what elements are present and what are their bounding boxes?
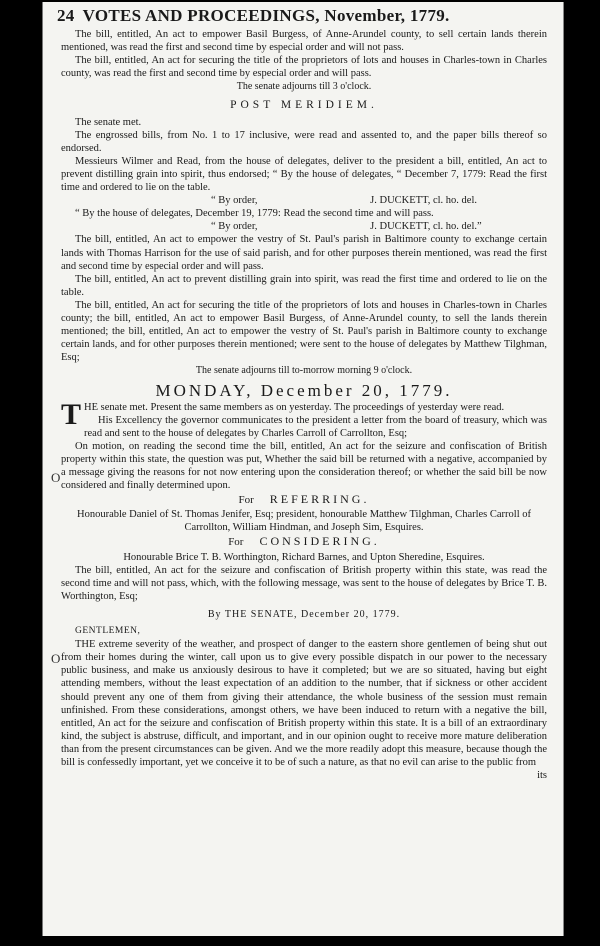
adjournment: The senate adjourns till 3 o'clock. xyxy=(236,81,372,93)
message-text: THE extreme severity of the weather, and prospect of danger to the eastern shore gentlemen of being shut out from their homes during the winter, call upon us to give every possible dispatch in our power to the necessary public business, and make us anxiously desirous to have it completed; but we are so situated, having but eight attending members, without the least expectation of an addition to the number, that if sickness or other accident should prevent any one of them from giving their attendance, the whole business of the session must remain unfinished. From these considerations, amongst others, we have been induced to return with a negative the bill, entitled, An act for the seizure and confiscation of British property within this state. It is a bill of an extraordinary kind, the subject is abstruse, difficult, and important, and in our opinion ought to receive more mature deliberation than from the present circumstances can be given. And we the more readily adopt this measure, because though the bill is confessedly important, yet we conceive it to be of such a nature, as that no evil can arise to the public from xyxy=(61,639,547,768)
paragraph: “ By the house of delegates, December 19, 1779: Read the second time and will pass. xyxy=(75,208,434,220)
referring-word: REFERRING. xyxy=(269,492,370,507)
running-title: VOTES AND PROCEEDINGS, November, 1779. xyxy=(82,6,450,25)
by-order-label: “ By order, xyxy=(211,221,258,233)
paragraph: The bill, entitled, An act for the seizure and confiscation of British property within this state, was read the second time and will not pass, which, with the following message, was sent to the house of delegates by Brice T. B. Worthington, Esq; xyxy=(61,564,547,602)
section-heading: POST MERIDIEM. xyxy=(230,99,378,112)
drop-cap: T xyxy=(61,397,82,431)
referring-heading xyxy=(61,493,547,507)
signature: J. DUCKETT, cl. ho. del.” xyxy=(370,221,482,233)
paragraph: The bill, entitled, An act for securing the title of the proprietors of lots and houses in Charles-town in Charles county, was read the first and second time by especial order and will pass. xyxy=(61,55,547,80)
paragraph: The engrossed bills, from No. 1 to 17 inclusive, were read and assented to, and the paper bills thereof so endorsed. xyxy=(61,129,547,154)
paragraph: The senate met. xyxy=(75,116,142,128)
message-heading: By THE SENATE, December 20, 1779. xyxy=(207,608,401,620)
for-word: For xyxy=(228,536,244,549)
by-order-label: “ By order, xyxy=(211,195,258,207)
committee-names: Honourable Daniel of St. Thomas Jenifer, Esq; president, honourable Matthew Tilghman, Charles Carroll of Carrollton, William Hindman, and Joseph Sim, Esquires. xyxy=(76,509,531,534)
for-word: For xyxy=(238,494,254,507)
catchword: its xyxy=(537,770,547,782)
paragraph: The bill, entitled, An act for securing the title of the proprietors of lots and houses in Charles-town in Charles county; the bill, entitled, An act to empower Basil Burgess, of Anne-Arundel county, to sell the lands therein mentioned; the bill, entitled, An act to empower the vestry of St. Paul's parish in Baltimore county to exchange certain lands, and for other purposes therein mentioned; were sent to the house of delegates by Matthew Tilghman, Esq; xyxy=(61,299,547,364)
paragraph-text: HE senate met. Present the same members as on yesterday. The proceedings of yesterday were read. xyxy=(84,401,505,413)
salutation: GENTLEMEN, xyxy=(75,626,141,637)
page-body xyxy=(61,28,547,782)
day-heading: MONDAY, December 20, 1779. xyxy=(155,381,453,401)
margin-mark: O xyxy=(51,470,61,485)
committee-names: Honourable Brice T. B. Worthington, Richard Barnes, and Upton Sheredine, Esquires. xyxy=(123,551,485,563)
paragraph: The bill, entitled, An act to empower Basil Burgess, of Anne-Arundel county, to sell certain lands therein mentioned, was read the first and second time by especial order and will not pass. xyxy=(61,29,547,54)
by-order-line xyxy=(61,220,547,233)
paragraph: On motion, on reading the second time the bill, entitled, An act for the seizure and confiscation of British property within this state, the question was put, Whether the said bill be returned with a negative, accompanied by a message giving the reasons for not now entering upon the consideration thereof; or whether the said bill be now considered and finally determined upon. xyxy=(61,440,547,492)
considering-heading xyxy=(61,535,547,549)
adjournment: The senate adjourns till to-morrow morning 9 o'clock. xyxy=(195,365,413,377)
margin-mark: O xyxy=(51,651,61,666)
paragraph: The bill, entitled, An act to empower the vestry of St. Paul's parish in Baltimore county to exchange certain lands with Thomas Harrison for the use of said parish, and for other purposes therein mentioned, was read the first and second time by especial order and will pass. xyxy=(61,234,547,272)
paragraph: His Excellency the governor communicates to the president a letter from the board of treasury, which was read and sent to the house of delegates by Charles Carroll of Carrollton, Esq; xyxy=(84,414,547,439)
by-order-line xyxy=(61,194,547,207)
paragraph: Messieurs Wilmer and Read, from the house of delegates, deliver to the president a bill, entitled, An act to prevent distilling grain into spirit, thus endorsed; “ By the house of delegates, “ December 7, 1779: Read the first time and ordered to lie on the table. xyxy=(61,155,547,194)
considering-word: CONSIDERING. xyxy=(259,534,380,549)
page-header xyxy=(57,6,555,26)
document-page xyxy=(42,2,564,936)
page-number: 24 xyxy=(57,6,75,25)
paragraph: The bill, entitled, An act to prevent distilling grain into spirit, was read the first time and ordered to lie on the table. xyxy=(61,273,547,298)
signature: J. DUCKETT, cl. ho. del. xyxy=(370,195,477,207)
